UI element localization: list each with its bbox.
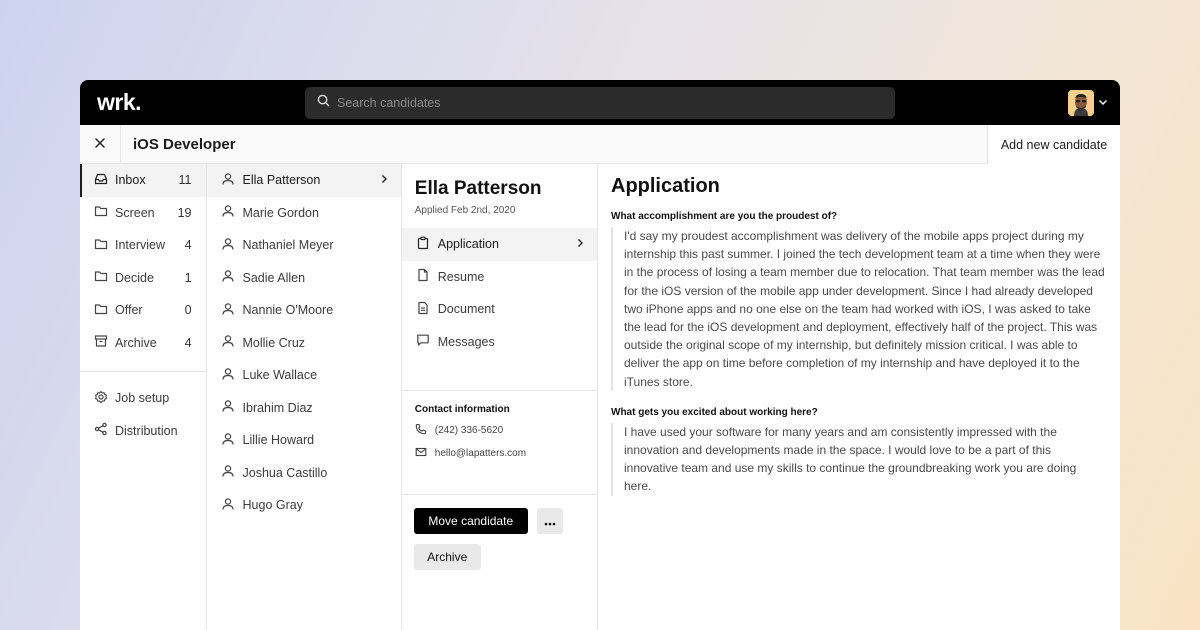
person-icon xyxy=(221,237,235,254)
folder-interview[interactable] xyxy=(80,229,206,262)
candidate-row-name: Lillie Howard xyxy=(242,433,315,448)
candidate-row[interactable] xyxy=(207,197,401,230)
tab-application[interactable] xyxy=(402,228,597,261)
move-candidate-button[interactable]: Move candidate xyxy=(414,508,528,534)
person-icon xyxy=(221,399,235,416)
candidate-row[interactable] xyxy=(207,294,401,327)
contact-heading: Contact information xyxy=(414,404,510,415)
page-title: iOS Developer xyxy=(133,136,236,153)
tab-resume[interactable] xyxy=(402,261,597,294)
candidate-row-name: Mollie Cruz xyxy=(242,335,306,350)
mail-icon xyxy=(415,446,427,461)
folder-label: Screen xyxy=(115,205,155,220)
document-icon xyxy=(416,301,430,318)
candidate-row[interactable] xyxy=(207,457,401,490)
stage-sidebar xyxy=(80,164,207,630)
candidate-row-name: Ella Patterson xyxy=(242,173,321,188)
candidate-row[interactable] xyxy=(207,229,401,262)
message-icon xyxy=(416,333,430,350)
more-icon xyxy=(544,514,556,529)
job-setup-link[interactable] xyxy=(80,382,206,415)
folder-icon xyxy=(94,237,108,254)
chevron-down-icon xyxy=(1098,94,1108,112)
share-icon xyxy=(94,422,108,439)
folder-count: 11 xyxy=(178,173,192,188)
folder-count: 4 xyxy=(184,238,192,253)
divider xyxy=(402,494,597,495)
person-icon xyxy=(221,464,235,481)
divider xyxy=(80,371,206,372)
folder-label: Archive xyxy=(115,335,157,350)
nav-label: Document xyxy=(437,302,495,317)
search-bar[interactable] xyxy=(305,87,895,119)
candidate-row[interactable] xyxy=(207,359,401,392)
phone-icon xyxy=(415,423,427,438)
question: What gets you excited about working here? xyxy=(611,406,818,418)
person-icon xyxy=(221,172,235,189)
folder-archive[interactable] xyxy=(80,327,206,360)
more-options-button[interactable] xyxy=(537,508,563,534)
folder-label: Decide xyxy=(115,270,154,285)
person-icon xyxy=(221,432,235,449)
tab-messages[interactable] xyxy=(402,326,597,359)
archive-button[interactable]: Archive xyxy=(414,544,481,570)
tab-document[interactable] xyxy=(402,293,597,326)
chevron-right-icon xyxy=(379,173,389,187)
question: What accomplishment are you the proudest of? xyxy=(611,211,838,222)
close-button[interactable] xyxy=(80,125,121,164)
person-icon xyxy=(221,334,235,351)
folder-icon xyxy=(94,269,108,286)
person-icon xyxy=(221,269,235,286)
application-title: Application xyxy=(611,175,720,197)
folder-count: 0 xyxy=(184,303,192,318)
candidate-row[interactable] xyxy=(207,392,401,425)
app-window xyxy=(80,80,1120,630)
folder-label: Inbox xyxy=(115,173,146,188)
email-address: hello@lapatters.com xyxy=(434,448,527,459)
person-icon xyxy=(221,497,235,514)
close-icon xyxy=(94,136,106,154)
folder-count: 4 xyxy=(184,335,192,350)
candidate-name: Ella Patterson xyxy=(414,178,542,199)
answer: I have used your software for many years and am consistently impressed with the innovation and developments made in the space. I would love to be a part of this innovative team and use my skills to continue the groundbreaking work you are doing here. xyxy=(611,423,1106,496)
folder-decide[interactable] xyxy=(80,262,206,295)
logo[interactable]: wrk. xyxy=(97,89,142,115)
candidate-row-name: Hugo Gray xyxy=(242,498,303,513)
candidate-row[interactable] xyxy=(207,164,401,197)
candidate-nav xyxy=(402,228,597,358)
phone-number: (242) 336-5620 xyxy=(434,425,504,436)
candidate-row-name: Nathaniel Meyer xyxy=(242,238,334,253)
candidate-row-name: Ibrahim Diaz xyxy=(242,400,313,415)
chevron-right-icon xyxy=(575,237,585,251)
add-candidate-button[interactable]: Add new candidate xyxy=(987,125,1120,164)
file-icon xyxy=(416,268,430,285)
folder-count: 19 xyxy=(177,205,192,220)
job-header xyxy=(80,125,1120,164)
nav-label: Resume xyxy=(437,269,485,284)
candidate-row-name: Luke Wallace xyxy=(242,368,318,383)
candidate-row-name: Joshua Castillo xyxy=(242,465,328,480)
folder-count: 1 xyxy=(184,270,192,285)
folder-icon xyxy=(94,302,108,319)
application-panel xyxy=(598,164,1120,630)
applied-date: Applied Feb 2nd, 2020 xyxy=(414,205,516,216)
candidate-list xyxy=(207,164,402,630)
search-icon xyxy=(317,94,330,112)
clipboard-icon xyxy=(416,236,430,253)
person-icon xyxy=(221,302,235,319)
candidate-row-name: Sadie Allen xyxy=(242,270,306,285)
settings-label: Job setup xyxy=(115,391,170,406)
nav-label: Application xyxy=(437,237,499,252)
archive-icon xyxy=(94,334,108,351)
candidate-row[interactable] xyxy=(207,489,401,522)
folder-icon xyxy=(94,204,108,221)
folder-label: Offer xyxy=(115,303,143,318)
inbox-icon xyxy=(94,172,108,189)
folder-inbox[interactable] xyxy=(80,164,206,197)
settings-label: Distribution xyxy=(115,423,178,438)
candidate-row[interactable] xyxy=(207,262,401,295)
contact-email[interactable] xyxy=(402,438,597,461)
candidate-panel xyxy=(402,164,598,630)
candidate-row-name: Marie Gordon xyxy=(242,205,319,220)
top-bar xyxy=(80,80,1120,125)
candidate-row-name: Nannie O'Moore xyxy=(242,303,334,318)
folder-screen[interactable] xyxy=(80,197,206,230)
candidate-row[interactable] xyxy=(207,327,401,360)
nav-label: Messages xyxy=(437,334,495,349)
avatar xyxy=(1068,90,1094,116)
folder-label: Interview xyxy=(115,238,166,253)
user-menu[interactable] xyxy=(1068,90,1108,116)
person-icon xyxy=(221,204,235,221)
search-input[interactable] xyxy=(337,96,857,110)
gear-icon xyxy=(94,390,108,407)
candidate-row[interactable] xyxy=(207,424,401,457)
person-icon xyxy=(221,367,235,384)
answer: I'd say my proudest accomplishment was delivery of the mobile apps project during my internship this past summer. I joined the tech development team at a time when they were in the process of losing a team member due to relocation. That team member was the lead for the iOS version of the mobile app under development. Since I had already developed two iPhone apps and no one else on the team had worked with iOS, I was asked to take the lead for the iOS development and deployment, effectively half of the project. This was outside the original scope of my internship, but definitely mission critical. I was able to deliver the app on time before completion of my internship and have deployed it to the iTunes store. xyxy=(611,227,1106,391)
distribution-link[interactable] xyxy=(80,415,206,448)
contact-phone[interactable] xyxy=(402,415,597,438)
folder-offer[interactable] xyxy=(80,294,206,327)
